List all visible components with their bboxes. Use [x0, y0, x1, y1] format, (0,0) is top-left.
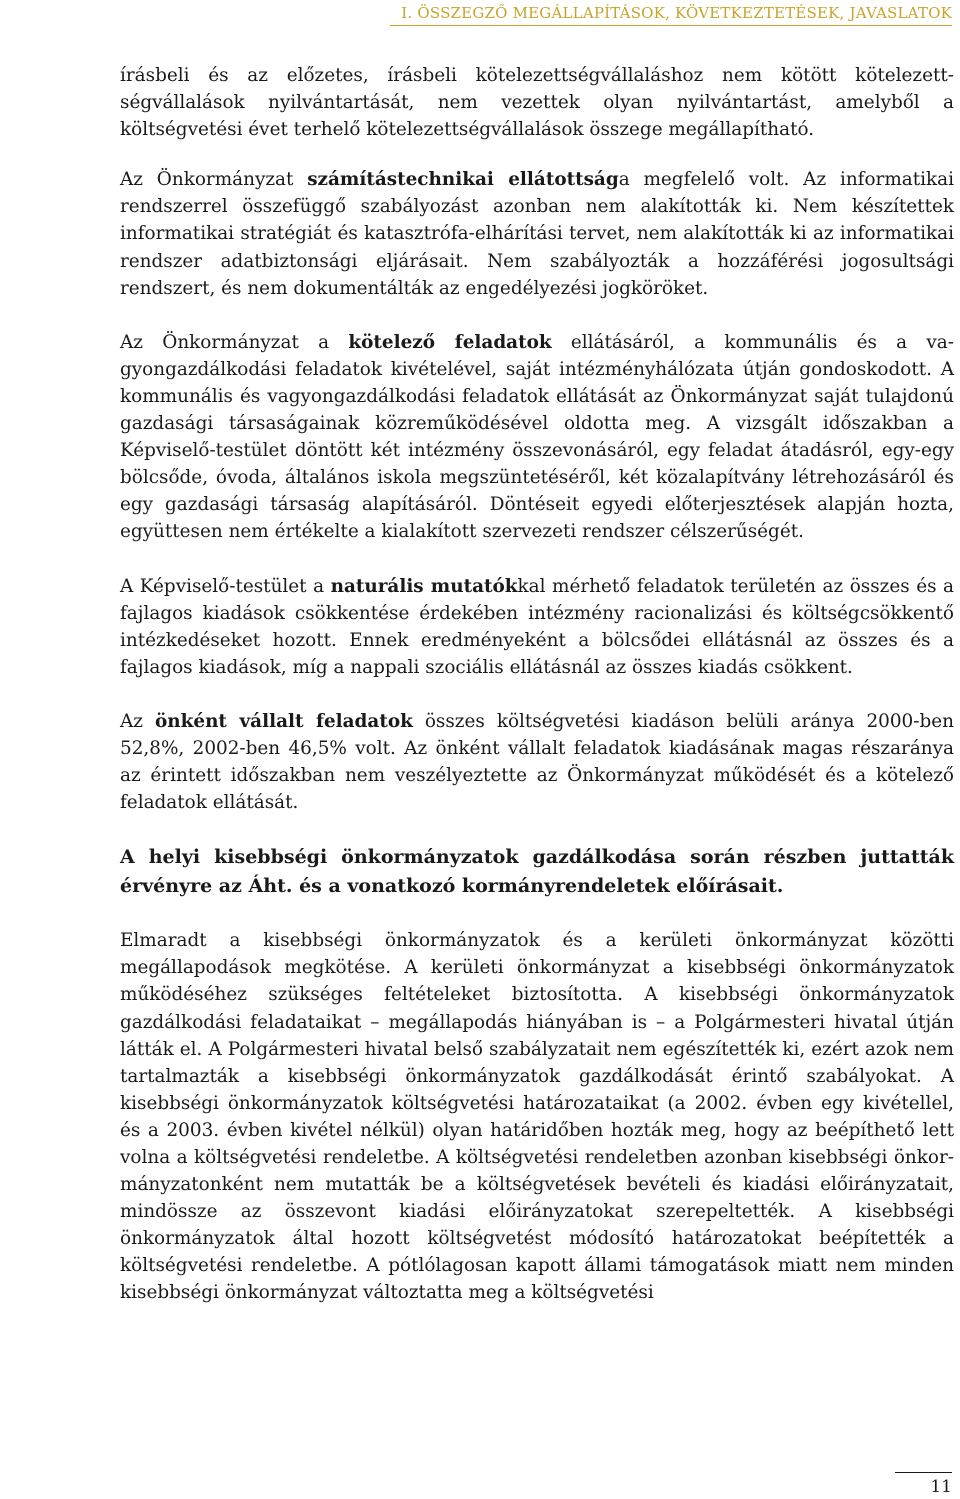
page-number: 11 — [930, 1477, 952, 1497]
text-span: Az Önkormányzat a — [120, 331, 349, 353]
document-body — [120, 62, 954, 1334]
text-span: a megfelelő volt. Az informatikai rendszerrel összefüggő szabályozást azonban nem alakították ki. Nem készítettek informatikai stratégiát és katasztrófa-elhárítási tervet, nem alakították ki az informatikai rendszer adatbiztonsági eljárásait. Nem szabályozták a hozzáférési jogosultsági rendszert, és nem dokumentálták az engedélyezési jogköröket. — [120, 169, 955, 299]
emphasis-voluntary-tasks: önként vállalt feladatok — [154, 710, 413, 732]
paragraph-commitments: írásbeli és az előzetes, írásbeli kötelezettségvállaláshoz nem kötött kötelezettségvállalások nyilvántartását, nem vezettek olyan nyilvántartást, amelyből a költségvetési évet terhelő kötelezettségvállalások összege megállapítható. — [120, 65, 954, 141]
paragraph-voluntary-tasks — [120, 708, 954, 816]
emphasis-it-supply: számítástechnikai ellátottság — [307, 169, 619, 191]
text-span: Az — [120, 710, 155, 732]
header-title: I. ÖSSZEGZŐ MEGÁLLAPÍTÁSOK, KÖVETKEZTETÉSEK, JAVASLATOK — [401, 4, 952, 22]
paragraph-it — [120, 166, 954, 301]
text-span: kal mérhető feladatok területén az összes és a fajlagos kiadások csökkentése érdekében intézmény racionalizási és költségcsökkentő intézkedéseket hozott. Ennek eredményeként a bölcsődei ellátásnál az összes és a fajlagos kiadások, míg a nappali szociális ellátásnál az összes kiadás csökkent. — [120, 575, 955, 678]
text-span: ellátásáról, a kommunális és a vagyongazdálkodási feladatok kivételével, saját intézményhálózata útján gondoskodott. A kommunális és vagyongazdálkodási feladatok ellátását az Önkormányzat saját tulajdonú gazdasági társaságainak közreműködésével oldotta meg. A vizsgált időszakban a Képviselő-testület döntött két intézmény összevonásáról, egy feladat átadásról, egy-egy bölcsőde, óvoda, általános iskola megszüntetéséről, két közalapítvány létrehozásáról és egy gazdasági társaság alapításáról. Döntéseit egyedi előterjesztések alapján hozta, együttesen nem értékelte a kialakított szervezeti rendszer célszerűségét. — [120, 331, 954, 543]
text-span: Az Önkormányzat — [120, 169, 308, 191]
footer-rule — [895, 1472, 952, 1473]
page-header — [0, 0, 960, 27]
text-span: összes költségvetési kiadáson belüli aránya 2000-ben 52,8%, 2002-ben 46,5% volt. Az önként vállalt feladatok kiadásának magas részaránya az érintett időszakban nem veszélyeztette az Önkormányzat működését és a kötelező feladatok ellátását. — [120, 710, 954, 814]
section-heading: A helyi kisebbségi önkormányzatok gazdálkodása során részben juttatták érvényre az Áht. és a vonatkozó kormányrendeletek előírásait. — [120, 846, 954, 898]
emphasis-natural-indicators: naturális mutatók — [330, 575, 518, 597]
emphasis-mandatory-tasks: kötelező feladatok — [348, 331, 552, 353]
text-span: A Képviselő-testület a — [120, 575, 331, 597]
paragraph-natural-indicators — [120, 573, 954, 681]
paragraph-minority-governments: Elmaradt a kisebbségi önkormányzatok és a kerületi önkormányzat közötti megállapodások megkötése. A kerületi önkormányzat a kisebbségi önkormányzatok működéséhez szükséges feltételeket biztosította. A kisebbségi önkormányzatok gazdálkodási feladataikat – megállapodás hiányában is – a Polgármesteri hivatal útján látták el. A Polgármesteri hivatal belső szabályzatait nem egészítették ki, ezért azok nem tartalmazták a kisebbségi önkormányzatok gazdálkodását érintő szabályokat. A kisebbségi önkormányzatok költségvetési határozataikat (a 2002. évben egy kivétellel, és a 2003. évben kivétel nélkül) olyan határidőben hozták meg, hogy az beépíthető lett volna a költségvetési rendeletbe. A költségvetési rendeletben azonban kisebbségi önkormányzatonként nem mutatták be a költségvetések bevételi és kiadási előirányzatait, mindössze az összevont kiadási előirányzatokat szerepeltették. A kisebbségi önkormányzatok által hozott költségvetést módosító határozatokat beépítették a költségvetési rendeletbe. A pótlólagosan kapott állami támogatások miatt nem minden kisebbségi önkormányzat változtatta meg a költségvetési — [120, 930, 954, 1304]
header-rule — [390, 25, 952, 26]
paragraph-mandatory-tasks — [120, 329, 954, 546]
